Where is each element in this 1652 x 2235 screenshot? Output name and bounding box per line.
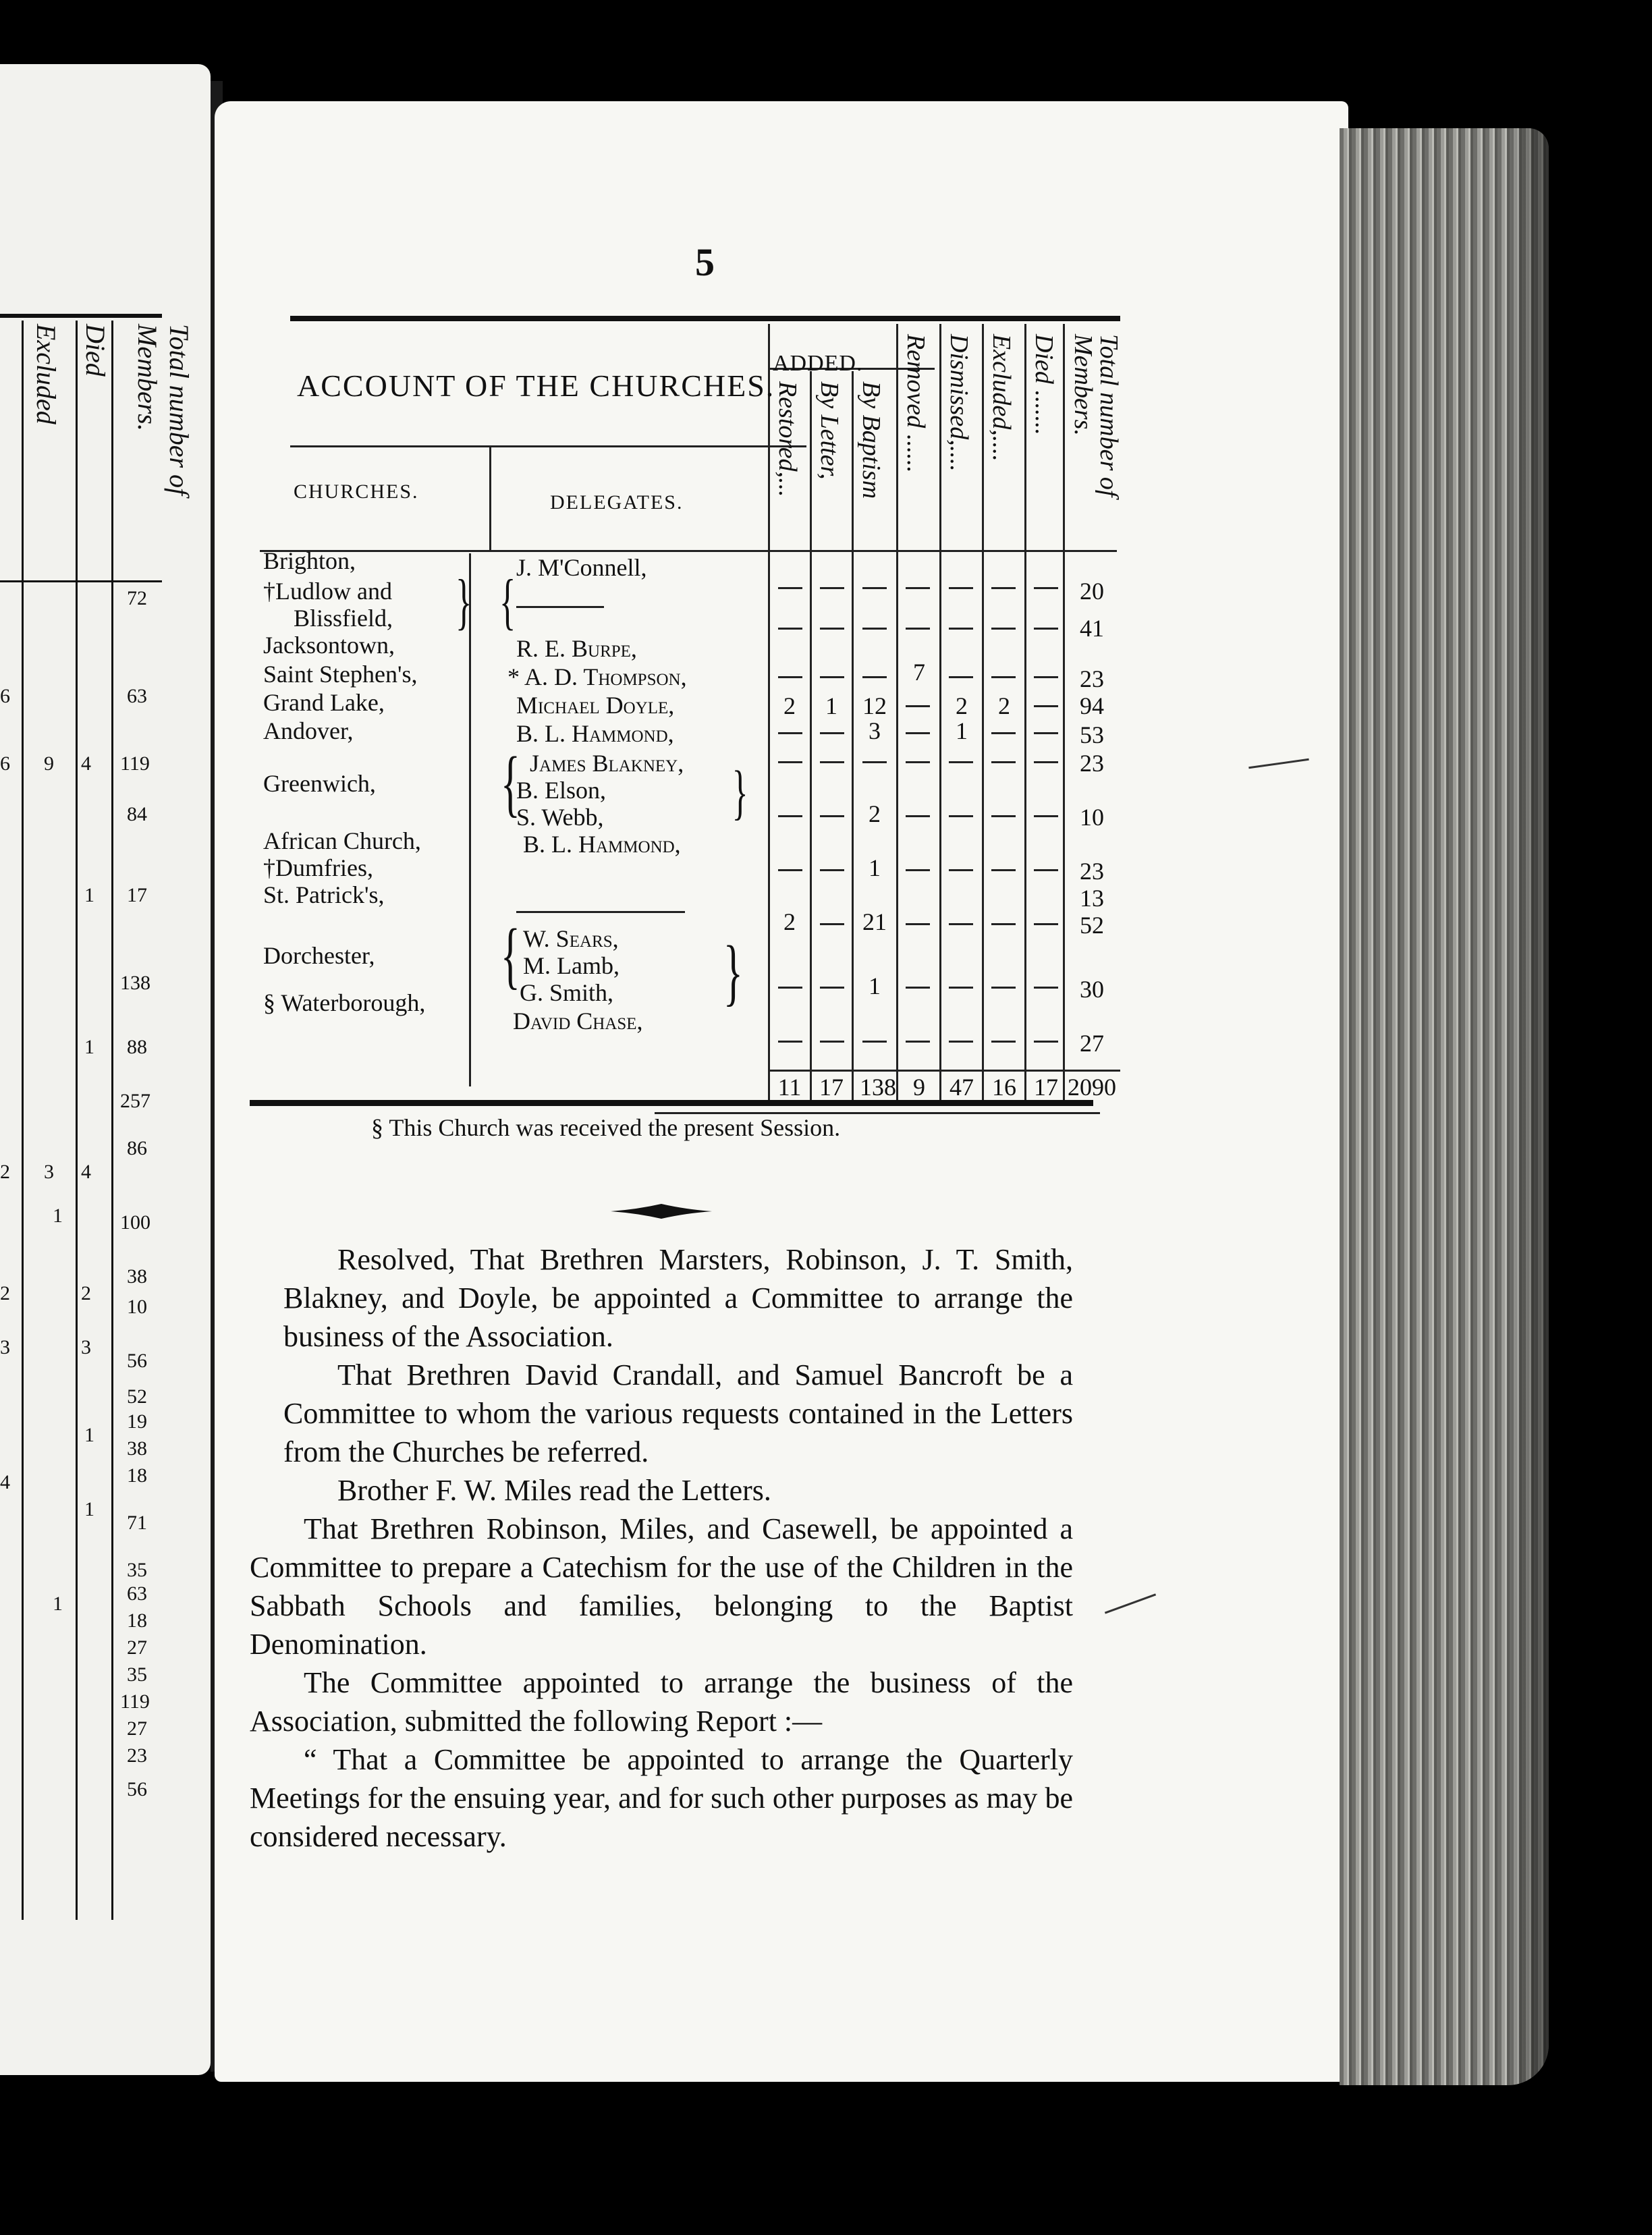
paragraph-committee-requests: That Brethren David Crandall, and Samuel Bancroft be a Committee to whom the various requests contained in the Letters from the Churches be referred. bbox=[283, 1358, 1073, 1468]
col-header-total: Total number of Members. bbox=[1069, 334, 1123, 497]
row-total: 30 bbox=[1080, 976, 1104, 1003]
left-cell: 1 bbox=[84, 1424, 94, 1446]
left-cell: 1 bbox=[84, 1036, 94, 1058]
blank-delegate-line bbox=[516, 911, 685, 913]
left-page-header-rule bbox=[0, 580, 162, 582]
churches-table bbox=[250, 304, 1134, 1141]
paragraph-report: The Committee appointed to arrange the business of the Association, submitted the following Report :— bbox=[250, 1666, 1073, 1738]
cell-excluded: 2 bbox=[998, 692, 1010, 719]
cell-by-baptism: 21 bbox=[862, 908, 887, 935]
sum-top-rule bbox=[769, 1070, 1120, 1072]
left-cell: 3 bbox=[81, 1336, 91, 1358]
cell-dismissed: 2 bbox=[956, 692, 968, 719]
paragraph-letters: Brother F. W. Miles read the Letters. bbox=[337, 1474, 771, 1507]
cell-restored: 2 bbox=[783, 692, 796, 719]
left-total: 88 bbox=[127, 1036, 147, 1058]
sum-excluded: 16 bbox=[992, 1074, 1016, 1101]
col-header-restored: Restored,... bbox=[773, 381, 802, 497]
delegate-name: B. Elson, bbox=[516, 777, 607, 804]
delegate-name: M. Lamb, bbox=[523, 952, 620, 979]
left-total: 27 bbox=[127, 1636, 147, 1659]
row-total: 23 bbox=[1080, 750, 1104, 777]
church-name: Andover, bbox=[263, 717, 354, 744]
left-total: 38 bbox=[127, 1437, 147, 1460]
col-header-by-baptism: By Baptism bbox=[857, 381, 885, 499]
left-total: 17 bbox=[127, 884, 147, 906]
left-total: 23 bbox=[127, 1744, 147, 1767]
left-total: 119 bbox=[120, 1690, 150, 1713]
brace-icon: { bbox=[500, 914, 520, 996]
sum-by-baptism: 138 bbox=[860, 1074, 896, 1101]
col-header-dismissed: Dismissed,.... bbox=[945, 334, 973, 472]
left-cell: 1 bbox=[53, 1593, 63, 1615]
left-page-top-rule bbox=[0, 314, 162, 318]
left-total: 100 bbox=[120, 1211, 150, 1234]
row-total: 41 bbox=[1080, 615, 1104, 642]
church-name: Brighton, bbox=[263, 547, 356, 574]
caption-rule bbox=[290, 445, 806, 447]
church-name: Grand Lake, bbox=[263, 689, 385, 716]
delegate-name: Michael Doyle, bbox=[516, 692, 675, 719]
cell-removed: 7 bbox=[913, 659, 925, 686]
col-divider-churches bbox=[489, 445, 491, 550]
brace-icon: } bbox=[455, 567, 472, 636]
delegate-name: B. L. Hammond, bbox=[516, 720, 674, 747]
left-cell: 4 bbox=[81, 752, 91, 775]
church-name: †Ludlow and bbox=[263, 578, 392, 605]
left-cell: 1 bbox=[84, 884, 94, 906]
row-total: 23 bbox=[1080, 665, 1104, 692]
row-total: 10 bbox=[1080, 804, 1104, 831]
row-total: 27 bbox=[1080, 1030, 1104, 1057]
col-header-died: Died ....... bbox=[1030, 334, 1058, 435]
church-name: Greenwich, bbox=[263, 770, 376, 797]
left-total: 18 bbox=[127, 1609, 147, 1632]
delegate-name: * A. D. Thompson, bbox=[507, 663, 687, 690]
delegate-name: James Blakney, bbox=[530, 750, 684, 777]
left-total: 27 bbox=[127, 1717, 147, 1740]
church-name: African Church, bbox=[263, 827, 421, 854]
left-total: 19 bbox=[127, 1410, 147, 1433]
church-name: Dorchester, bbox=[263, 942, 375, 969]
left-total: 63 bbox=[127, 685, 147, 707]
left-total: 72 bbox=[127, 587, 147, 609]
left-total: 63 bbox=[127, 1582, 147, 1605]
left-total: 10 bbox=[127, 1296, 147, 1318]
left-cell: 1 bbox=[84, 1498, 94, 1520]
left-cell: 3 bbox=[44, 1161, 54, 1183]
church-name: St. Patrick's, bbox=[263, 881, 385, 908]
cell-by-baptism: 1 bbox=[869, 854, 881, 881]
left-cell: 4 bbox=[81, 1161, 91, 1183]
left-total: 257 bbox=[120, 1090, 150, 1112]
delegate-name: W. Sears, bbox=[523, 925, 619, 952]
page-edges bbox=[1340, 128, 1549, 2085]
row-total: 94 bbox=[1080, 692, 1104, 719]
table-caption: ACCOUNT OF THE CHURCHES. bbox=[297, 368, 775, 403]
left-cell: 3 bbox=[0, 1336, 10, 1358]
page-number: 5 bbox=[695, 240, 715, 284]
left-cell: 6 bbox=[0, 685, 10, 707]
brace-icon: } bbox=[723, 931, 743, 1013]
left-header-total: Total number of Members. bbox=[132, 324, 194, 496]
table-top-rule bbox=[290, 316, 1120, 321]
col-header-excluded: Excluded,.... bbox=[987, 334, 1016, 462]
church-name: Saint Stephen's, bbox=[263, 661, 418, 688]
col-header-churches: CHURCHES. bbox=[294, 480, 419, 503]
left-total: 86 bbox=[127, 1137, 147, 1159]
left-header-died: Died bbox=[80, 324, 111, 377]
delegate-name: G. Smith, bbox=[520, 979, 614, 1006]
left-total: 56 bbox=[127, 1778, 147, 1800]
church-name: †Dumfries, bbox=[263, 854, 373, 881]
cell-by-letter: 1 bbox=[825, 692, 837, 719]
church-name: § Waterborough, bbox=[263, 989, 426, 1016]
left-total: 38 bbox=[127, 1265, 147, 1288]
left-total: 52 bbox=[127, 1385, 147, 1408]
left-header-excluded: Excluded bbox=[31, 324, 61, 424]
col-rule bbox=[810, 371, 812, 1100]
delegate-name: R. E. Burpe, bbox=[516, 635, 637, 662]
col-rule bbox=[896, 324, 898, 1100]
brace-icon: } bbox=[732, 759, 748, 826]
left-cell: 2 bbox=[0, 1282, 10, 1304]
row-total: 23 bbox=[1080, 858, 1104, 885]
col-header-by-letter: By Letter, bbox=[815, 381, 844, 480]
left-cell: 1 bbox=[53, 1205, 63, 1227]
row-total: 20 bbox=[1080, 578, 1104, 605]
paragraph-resolved: Resolved, That Brethren Marsters, Robinson, J. T. Smith, Blakney, and Doyle, be appointed a Committee to arrange the business of the Association. bbox=[283, 1243, 1073, 1353]
added-label: ADDED. bbox=[773, 351, 863, 376]
sum-total: 2090 bbox=[1068, 1074, 1116, 1101]
row-total: 52 bbox=[1080, 912, 1104, 939]
paragraph-catechism: That Brethren Robinson, Miles, and Casewell, be appointed a Committee to prepare a Catechism for the use of the Children in the Sabbath Schools and families, belonging to the Baptist Denomination. bbox=[250, 1512, 1073, 1661]
row-total: 13 bbox=[1080, 885, 1104, 912]
left-total: 84 bbox=[127, 803, 147, 825]
cell-by-baptism: 12 bbox=[862, 692, 887, 719]
sum-removed: 9 bbox=[913, 1074, 925, 1101]
col-rule bbox=[852, 371, 854, 1100]
col-header-removed: Removed ...... bbox=[902, 334, 930, 473]
cell-by-baptism: 3 bbox=[869, 717, 881, 744]
delegate-name: J. M'Connell, bbox=[516, 554, 647, 581]
left-page-col-rule bbox=[22, 321, 24, 1920]
left-total: 71 bbox=[127, 1512, 147, 1534]
left-total: 56 bbox=[127, 1350, 147, 1372]
church-name: Blissfield, bbox=[294, 605, 393, 632]
sum-by-letter: 17 bbox=[819, 1074, 844, 1101]
cell-restored: 2 bbox=[783, 908, 796, 935]
left-page-col-rule bbox=[111, 321, 113, 1920]
delegate-name: B. L. Hammond, bbox=[523, 831, 681, 858]
left-cell: 9 bbox=[44, 752, 54, 775]
left-page-col-rule bbox=[76, 321, 78, 1920]
col-header-delegates: DELEGATES. bbox=[550, 491, 684, 514]
cell-by-baptism: 1 bbox=[869, 972, 881, 999]
church-name: Jacksontown, bbox=[263, 632, 395, 659]
sum-dismissed: 47 bbox=[949, 1074, 974, 1101]
left-total: 119 bbox=[120, 752, 150, 775]
table-footnote: § This Church was received the present Session. bbox=[371, 1114, 841, 1141]
left-total: 35 bbox=[127, 1663, 147, 1686]
left-total: 35 bbox=[127, 1559, 147, 1581]
col-rule bbox=[1024, 324, 1026, 1100]
body-text bbox=[223, 1240, 1080, 1856]
row-total: 53 bbox=[1080, 721, 1104, 748]
left-cell: 2 bbox=[0, 1161, 10, 1183]
sum-restored: 11 bbox=[777, 1074, 802, 1101]
left-total: 138 bbox=[120, 972, 150, 994]
left-cell: 6 bbox=[0, 752, 10, 775]
brace-icon: { bbox=[499, 567, 516, 636]
header-bottom-rule bbox=[260, 550, 1117, 552]
paragraph-quarterly: “ That a Committee be appointed to arrange the Quarterly Meetings for the ensuing year, and for such other purposes as may be considered necessary. bbox=[250, 1743, 1073, 1853]
ornament-divider-icon bbox=[611, 1203, 712, 1220]
left-total: 18 bbox=[127, 1464, 147, 1487]
blank-delegate-line bbox=[516, 606, 604, 608]
delegate-name: David Chase, bbox=[513, 1008, 643, 1034]
brace-icon: { bbox=[500, 742, 520, 824]
left-page bbox=[0, 64, 211, 2075]
delegate-name: S. Webb, bbox=[516, 804, 604, 831]
left-cell: 4 bbox=[0, 1471, 10, 1493]
sum-died: 17 bbox=[1034, 1074, 1058, 1101]
cell-by-baptism: 2 bbox=[869, 800, 881, 827]
cell-dismissed: 1 bbox=[956, 717, 968, 744]
left-cell: 2 bbox=[81, 1282, 91, 1304]
